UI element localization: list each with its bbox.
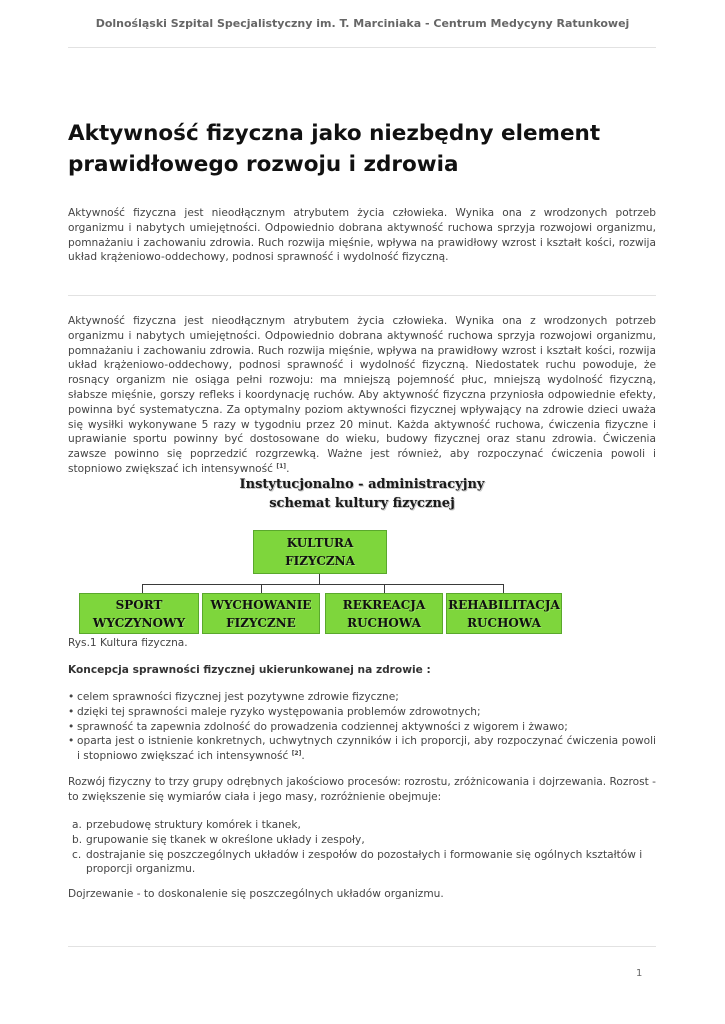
section-rule xyxy=(68,295,656,296)
page-number: 1 xyxy=(636,968,643,979)
header-rule xyxy=(68,47,656,48)
list-item xyxy=(68,734,656,764)
reference-1[interactable]: [1] xyxy=(276,462,287,470)
list-item-end: . xyxy=(301,750,305,763)
org-root-box: KULTURA FIZYCZNA xyxy=(253,530,387,574)
list-item: • sprawność ta zapewnia zdolność do prowadzenia codziennej aktywności z wigorem i żwawo; xyxy=(68,720,656,735)
connector-child-4 xyxy=(503,584,504,593)
growth-intro: Rozwój fizyczny to trzy grupy odrębnych jakościowo procesów: rozrostu, zróżnicowania i dojrzewania. Rozrost - to zwiększenie się wymiarów ciała i jego masy, rozróżnienie obejmuje: xyxy=(68,776,656,803)
list-item-text: oparta jest o istnienie konkretnych, uchwytnych czynników i ich proporcji, aby rozpoczynać ćwiczenia powoli i stopniowo zwiększać ich intensywność xyxy=(77,735,656,763)
running-header: Dolnośląski Szpital Specjalistyczny im. T. Marciniaka - Centrum Medycyny Ratunkowej xyxy=(95,17,630,30)
list-item: • dzięki tej sprawności maleje ryzyko występowania problemów zdrowotnych; xyxy=(68,705,656,720)
list-item-text: grupowanie się tkanek w określone układy i zespoły, xyxy=(86,833,365,846)
connector-child-2 xyxy=(261,584,262,593)
growth-list xyxy=(68,818,656,877)
body-end: . xyxy=(286,462,290,475)
org-box-rekreacja-ruchowa: REKREACJA RUCHOWA xyxy=(325,593,443,634)
list-marker: a. xyxy=(72,819,82,831)
connector-child-1 xyxy=(142,584,143,593)
list-item xyxy=(68,833,656,848)
list-item: • celem sprawności fizycznej jest pozytywne zdrowie fizyczne; xyxy=(68,690,656,705)
lead-paragraph: Aktywność fizyczna jest nieodłącznym atrybutem życia człowieka. Wynika ona z wrodzonych potrzeb organizmu i nabytych umiejętności. Odpowiednio dobrana aktywność ruchowa sprzyja rozwojowi organizmu, pomnażaniu i zachowaniu zdrowia. Ruch rozwija mięśnie, wpływa na prawidłowy wzrost i kształt kości, rozwija układ krążeniowo-oddechowy, podnosi sprawność i wydolność fizyczną. xyxy=(68,207,656,264)
concept-list xyxy=(68,690,656,764)
figure-title-line1: Instytucjonalno - administracyjny xyxy=(239,477,485,492)
list-item xyxy=(68,818,656,833)
list-marker: c. xyxy=(72,848,82,861)
footer-rule xyxy=(68,946,656,947)
org-box-rehabilitacja-ruchowa: REHABILITACJA RUCHOWA xyxy=(446,593,562,634)
concept-heading: Koncepcja sprawności fizycznej ukierunkowanej na zdrowie : xyxy=(68,664,431,676)
reference-2[interactable]: [2] xyxy=(291,750,302,758)
list-item-text: dostrajanie się poszczególnych układów i zespołów do pozostałych i formowanie się ogólnych kształtów i proporcji organizmu. xyxy=(86,848,643,876)
connector-horizontal xyxy=(142,584,504,585)
list-marker: b. xyxy=(72,833,83,846)
org-box-sport-wyczynowy: SPORT WYCZYNOWY xyxy=(79,593,199,634)
growth-outro: Dojrzewanie - to doskonalenie się poszczególnych układów organizmu. xyxy=(68,888,444,900)
body-text: Aktywność fizyczna jest nieodłącznym atrybutem życia człowieka. Wynika ona z wrodzonych potrzeb organizmu i nabytych umiejętności. Odpowiednio dobrana aktywność ruchowa sprzyja rozwojowi organizmu, pomnażaniu i zachowaniu zdrowia. Ruch rozwija mięśnie, wpływa na prawidłowy wzrost i kształt kości, rozwija układ krążeniowo-oddechowy, podnosi sprawność i wydolność fizyczną. Niedostatek ruchu powoduje, że rosnący organizm nie osiąga pełni rozwoju: ma mniejszą pojemność płuc, mniejszą wydolność fizyczną, słabsze mięśnie, gorszy refleks i koordynację ruchów. Aby aktywność fizyczna przyniosła odpowiednie efekty, powinna być systematyczna. Za optymalny poziom aktywności fizycznej wpływający na zdrowie dzieci uważa się wysiłki wykonywane 5 razy w tygodniu przez 20 minut. Każda aktywność ruchowa, ćwiczenia fizyczne i uprawianie sportu powinny być dostosowane do wieku, budowy fizycznej oraz stanu zdrowia. Ćwiczenia zawsze powinno się poprzedzić rozgrzewką. Ważne jest również, aby rozpoczynać ćwiczenia powoli i stopniowo zwiększać ich intensywność xyxy=(68,315,656,475)
org-box-wychowanie-fizyczne: WYCHOWANIE FIZYCZNE xyxy=(202,593,320,634)
body-paragraph xyxy=(68,314,656,477)
figure-caption: Rys.1 Kultura fizyczna. xyxy=(68,637,188,649)
figure-title-line2: schemat kultury fizycznej xyxy=(269,496,455,511)
connector-child-3 xyxy=(384,584,385,593)
list-item-text: przebudowę struktury komórek i tkanek, xyxy=(86,819,301,831)
page-title: Aktywność fizyczna jako niezbędny element prawidłowego rozwoju i zdrowia xyxy=(68,121,601,177)
list-item xyxy=(68,848,656,878)
